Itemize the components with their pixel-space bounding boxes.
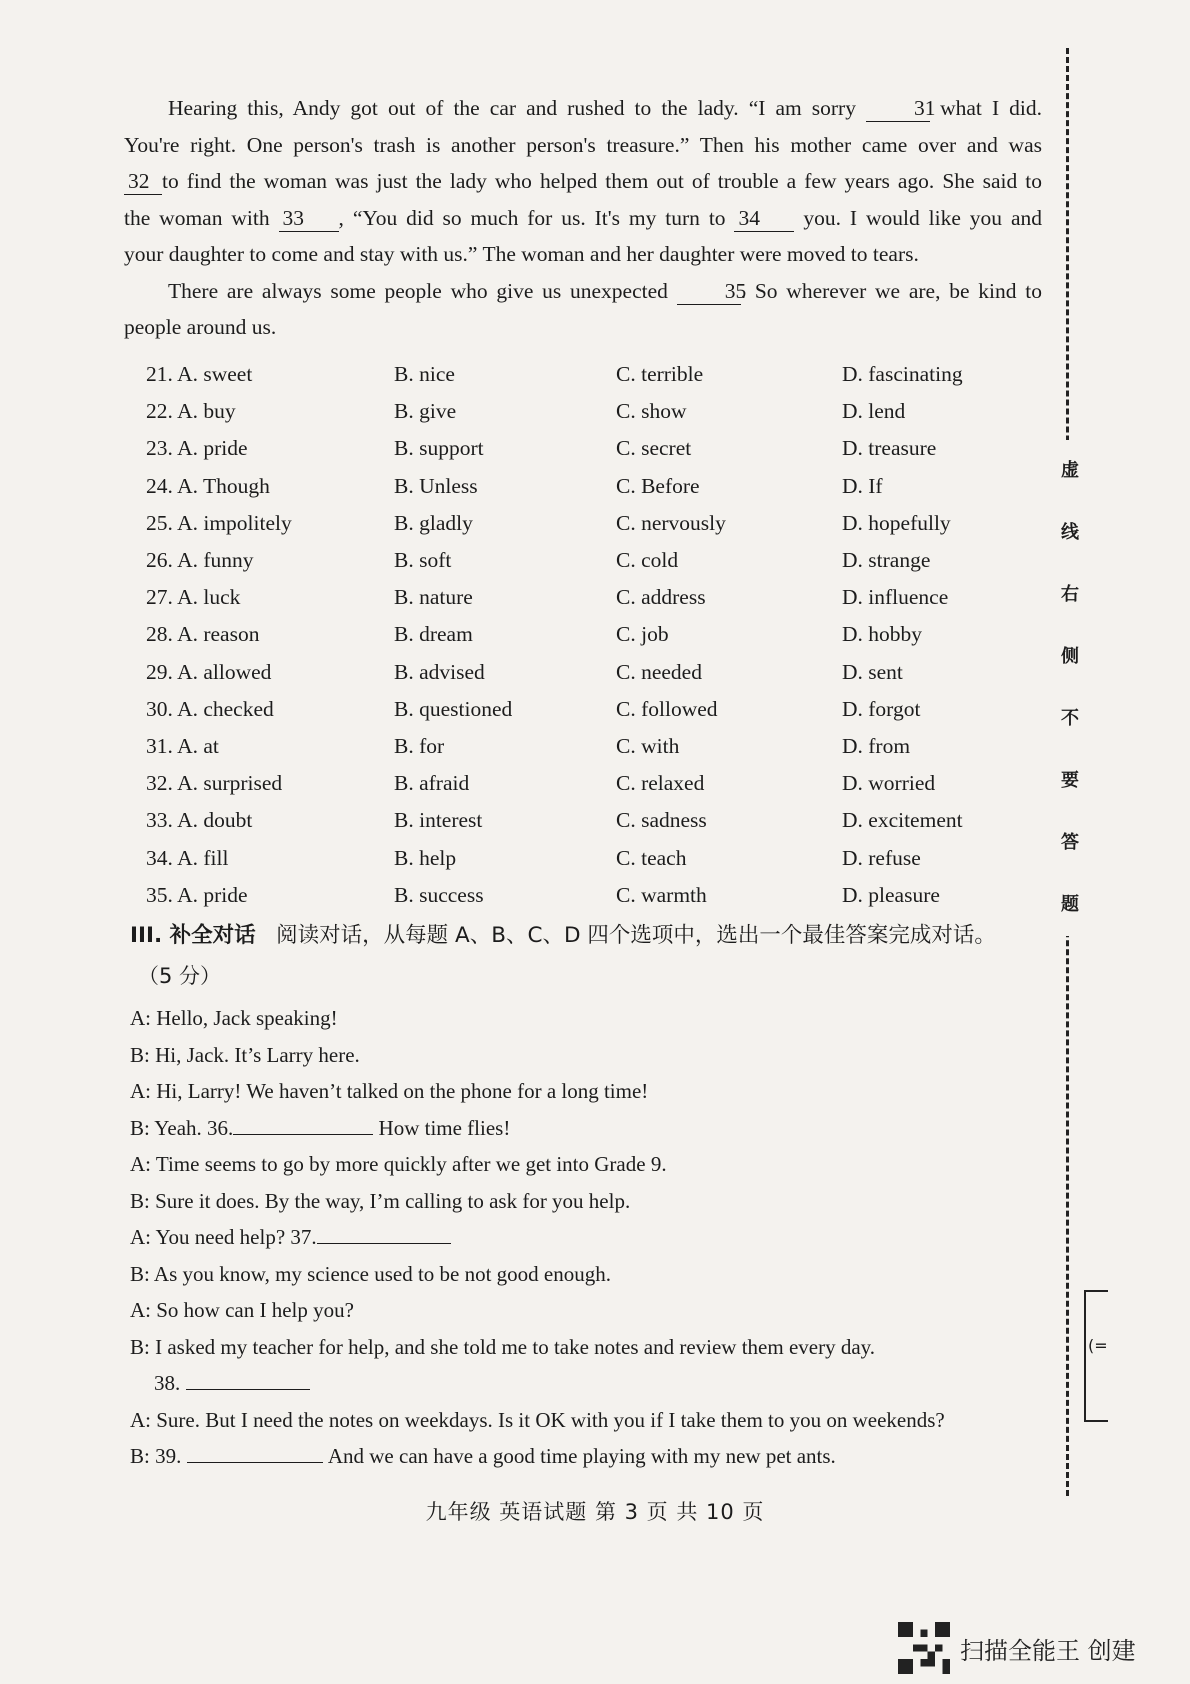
- dialogue-line: A: Sure. But I need the notes on weekdays. Is it OK with you if I take them to you on weekends?: [130, 1407, 945, 1432]
- question-row: 24. A. Though B. Unless C. Before D. If: [146, 473, 883, 498]
- passage-line: Hearing this, Andy got out of the car and rushed to the lady. “I am sorry 31 what I did.: [168, 96, 1043, 120]
- dialogue-line: B: As you know, my science used to be not good enough.: [130, 1261, 612, 1286]
- dialogue-line: A: You need help? 37.: [130, 1219, 1030, 1256]
- question-row: 22. A. buy B. give C. show D. lend: [146, 399, 906, 424]
- binding-notice: 虚 线 右 侧 不 要 答 题: [1060, 440, 1080, 936]
- question-row: 32. A. surprised B. afraid C. relaxed D. worried: [146, 771, 936, 796]
- margin-bracket-text: (=: [1088, 1336, 1108, 1355]
- dialogue-line: B: I asked my teacher for help, and she told me to take notes and review them every day.: [130, 1334, 876, 1359]
- dialogue-line: A: Hello, Jack speaking!: [130, 1006, 338, 1030]
- answer-blank-39[interactable]: [187, 1440, 323, 1463]
- section-heading: [130, 918, 1040, 949]
- question-row: 25. A. impolitely B. gladly C. nervously D. hopefully: [146, 510, 951, 535]
- blank-32: 32: [124, 168, 162, 195]
- watermark-text: 扫描全能王 创建: [960, 1636, 1136, 1665]
- question-row: 34. A. fill B. help C. teach D. refuse: [146, 845, 921, 870]
- passage-line: 32 to find the woman was just the lady who helped them out of trouble a few years ago. She said to: [124, 163, 1042, 200]
- question-row: 28. A. reason B. dream C. job D. hobby: [146, 622, 923, 647]
- question-row: 27. A. luck B. nature C. address D. influence: [146, 585, 949, 610]
- question-row: 26. A. funny B. soft C. cold D. strange: [146, 548, 931, 573]
- passage-line: You're right. One person's trash is another person's treasure.” Then his mother came over and was: [124, 132, 1042, 157]
- passage-line: people around us.: [124, 315, 277, 339]
- dialogue-line: A: Hi, Larry! We haven’t talked on the phone for a long time!: [130, 1079, 649, 1103]
- dialogue-line: B: Yeah. 36. How time flies!: [130, 1110, 1030, 1147]
- dialogue-line: A: Time seems to go by more quickly after we get into Grade 9.: [130, 1152, 667, 1176]
- section-instruction: 阅读对话，从每题 A、B、C、D 四个选项中，选出一个最佳答案完成对话。: [276, 923, 996, 948]
- question-row: 33. A. doubt B. interest C. sadness D. excitement: [146, 808, 963, 833]
- blank-35: 35: [677, 278, 741, 305]
- margin-bracket: [1084, 1290, 1108, 1422]
- dialogue-line: B: 39. And we can have a good time playing with my new pet ants.: [130, 1438, 1030, 1475]
- section-points: （5 分）: [138, 964, 222, 988]
- dialogue: [130, 1000, 1030, 1475]
- answer-blank-37[interactable]: [317, 1221, 451, 1244]
- blank-34: 34: [734, 205, 794, 232]
- page-footer: 九年级 英语试题 第 3 页 共 10 页: [425, 1500, 765, 1524]
- answer-blank-36[interactable]: [233, 1112, 373, 1135]
- dialogue-line: B: Hi, Jack. It’s Larry here.: [130, 1042, 360, 1067]
- section-title: III. 补全对话: [130, 923, 256, 948]
- passage-line: There are always some people who give us unexpected 35. So wherever we are, be kind to: [168, 278, 1042, 303]
- question-row: 21. A. sweet B. nice C. terrible D. fascinating: [146, 362, 963, 387]
- blank-33: 33: [279, 205, 339, 232]
- scanner-watermark: [898, 1622, 1136, 1674]
- answer-options-list: [146, 356, 1026, 914]
- question-row: 29. A. allowed B. advised C. needed D. sent: [146, 659, 903, 684]
- dialogue-line: B: Sure it does. By the way, I’m calling to ask for you help.: [130, 1188, 631, 1213]
- question-row: 31. A. at B. for C. with D. from: [146, 733, 911, 758]
- question-row: 30. A. checked B. questioned C. followed D. forgot: [146, 696, 921, 721]
- qr-code-icon: [898, 1622, 950, 1674]
- question-row: 23. A. pride B. support C. secret D. treasure: [146, 436, 937, 461]
- blank-31: 31: [866, 95, 930, 122]
- passage-line: the woman with 33 , “You did so much for us. It's my turn to 34 you. I would like you and: [124, 205, 1043, 230]
- dialogue-line: A: So how can I help you?: [130, 1298, 354, 1322]
- answer-blank-38[interactable]: [186, 1367, 310, 1390]
- reading-passage: [124, 90, 1042, 346]
- question-row: 35. A. pride B. success C. warmth D. pleasure: [146, 882, 940, 907]
- dialogue-line: 38.: [130, 1365, 1030, 1402]
- passage-line: your daughter to come and stay with us.” The woman and her daughter were moved to tears.: [124, 242, 919, 266]
